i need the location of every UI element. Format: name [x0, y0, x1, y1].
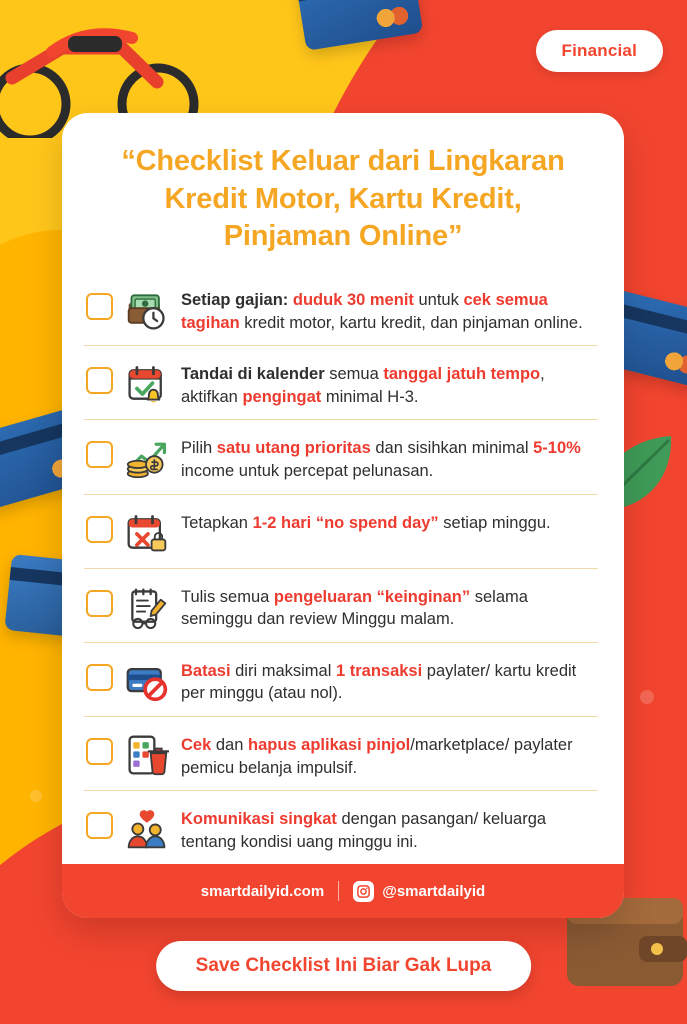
money-clock-icon	[123, 286, 171, 334]
calendar-no-spend-icon	[125, 511, 169, 555]
instagram-icon	[353, 881, 374, 902]
money-clock-icon	[125, 288, 169, 332]
text-fragment: hapus aplikasi pinjol	[247, 736, 411, 754]
card-blocked-icon	[123, 657, 171, 705]
coins-growth-icon	[125, 436, 169, 480]
decorative-dot	[30, 790, 42, 802]
text-fragment: Tandai di kalender	[181, 365, 325, 384]
card-blocked-icon	[125, 659, 169, 703]
text-fragment: diri maksimal	[230, 661, 336, 680]
instagram-handle-label: @smartdailyid	[382, 882, 486, 900]
checklist-item-text	[181, 728, 598, 779]
notepad-pencil-icon	[125, 585, 169, 629]
phone-delete-app-icon	[125, 733, 169, 777]
text-fragment: satu utang prioritas	[216, 439, 371, 458]
checkbox-2[interactable]	[86, 367, 113, 394]
checklist-item-text	[181, 283, 598, 334]
checklist-item-text	[181, 506, 598, 535]
checkbox-6[interactable]	[86, 664, 113, 691]
text-fragment: pengeluaran “keinginan”	[273, 587, 471, 606]
text-fragment: /marketplace/ paylater pemicu belanja impulsif.	[181, 736, 573, 777]
text-fragment: Cek	[181, 736, 212, 754]
couple-heart-icon	[123, 805, 171, 853]
text-fragment: setiap minggu.	[438, 513, 551, 532]
text-fragment: income untuk percepat pelunasan.	[181, 462, 434, 481]
text-fragment: semua	[324, 365, 384, 384]
footer-divider	[338, 881, 339, 901]
text-fragment: 1 transaksi	[335, 661, 423, 680]
checklist-item[interactable]	[84, 717, 598, 791]
text-fragment: tanggal jatuh tempo	[383, 365, 541, 384]
text-fragment: 5-10%	[533, 439, 581, 458]
text-fragment: dengan pasangan/ keluarga tentang kondisi uang minggu ini.	[181, 810, 547, 851]
page-title: “Checklist Keluar dari Lingkaran Kredit Motor, Kartu Kredit, Pinjaman Online”	[121, 145, 565, 253]
checklist-item[interactable]	[84, 569, 598, 643]
text-fragment: Komunikasi singkat	[181, 810, 337, 829]
text-fragment: selama seminggu dan review Minggu malam.	[181, 587, 528, 629]
checklist-item-text	[181, 431, 598, 482]
text-fragment: 1-2 hari “no spend day”	[252, 513, 439, 532]
checklist-item-text	[181, 654, 598, 705]
phone-delete-app-icon	[123, 731, 171, 779]
checklist-item[interactable]	[84, 420, 598, 494]
checklist-item[interactable]	[84, 643, 598, 717]
checklist-items	[62, 268, 624, 864]
text-fragment: dan	[211, 736, 248, 754]
decorative-dot	[640, 690, 654, 704]
checklist-item[interactable]	[84, 495, 598, 569]
checklist-item[interactable]	[84, 272, 598, 346]
text-fragment: , aktifkan	[181, 365, 545, 406]
text-fragment: untuk	[413, 291, 464, 310]
text-fragment: kredit motor, kartu kredit, dan pinjaman online.	[239, 313, 583, 332]
text-fragment: paylater/ kartu kredit per minggu (atau nol).	[181, 661, 577, 703]
text-fragment: duduk 30 menit	[292, 291, 414, 310]
coins-growth-icon	[123, 434, 171, 482]
instagram-handle	[353, 881, 485, 902]
text-fragment: Setiap gajian:	[181, 291, 289, 310]
checkbox-3[interactable]	[86, 441, 113, 468]
text-fragment: Pilih	[181, 439, 217, 458]
text-fragment: Tulis semua	[181, 587, 274, 606]
checklist-item[interactable]	[84, 346, 598, 420]
calendar-bell-icon	[125, 362, 169, 406]
text-fragment: dan sisihkan minimal	[370, 439, 534, 458]
checklist-item-text	[181, 357, 598, 408]
text-fragment: cek semua tagihan	[181, 291, 548, 332]
text-fragment: Batasi	[181, 661, 231, 680]
checklist-card	[62, 113, 624, 918]
checklist-item-text	[181, 802, 598, 853]
card-footer	[62, 864, 624, 918]
checkbox-5[interactable]	[86, 590, 113, 617]
checkbox-8[interactable]	[86, 812, 113, 839]
save-checklist-button[interactable]: Save Checklist Ini Biar Gak Lupa	[156, 941, 532, 991]
checklist-item[interactable]	[84, 791, 598, 864]
website-label: smartdailyid.com	[200, 882, 325, 900]
text-fragment: pengingat	[242, 387, 322, 406]
text-fragment: minimal H-3.	[321, 387, 419, 406]
couple-heart-icon	[125, 807, 169, 851]
calendar-bell-icon	[123, 360, 171, 408]
notepad-pencil-icon	[123, 583, 171, 631]
calendar-no-spend-icon	[123, 509, 171, 557]
text-fragment: Tetapkan	[181, 513, 253, 532]
checkbox-7[interactable]	[86, 738, 113, 765]
checklist-item-text	[181, 580, 598, 631]
checkbox-4[interactable]	[86, 516, 113, 543]
category-badge: Financial	[536, 30, 664, 72]
checkbox-1[interactable]	[86, 293, 113, 320]
